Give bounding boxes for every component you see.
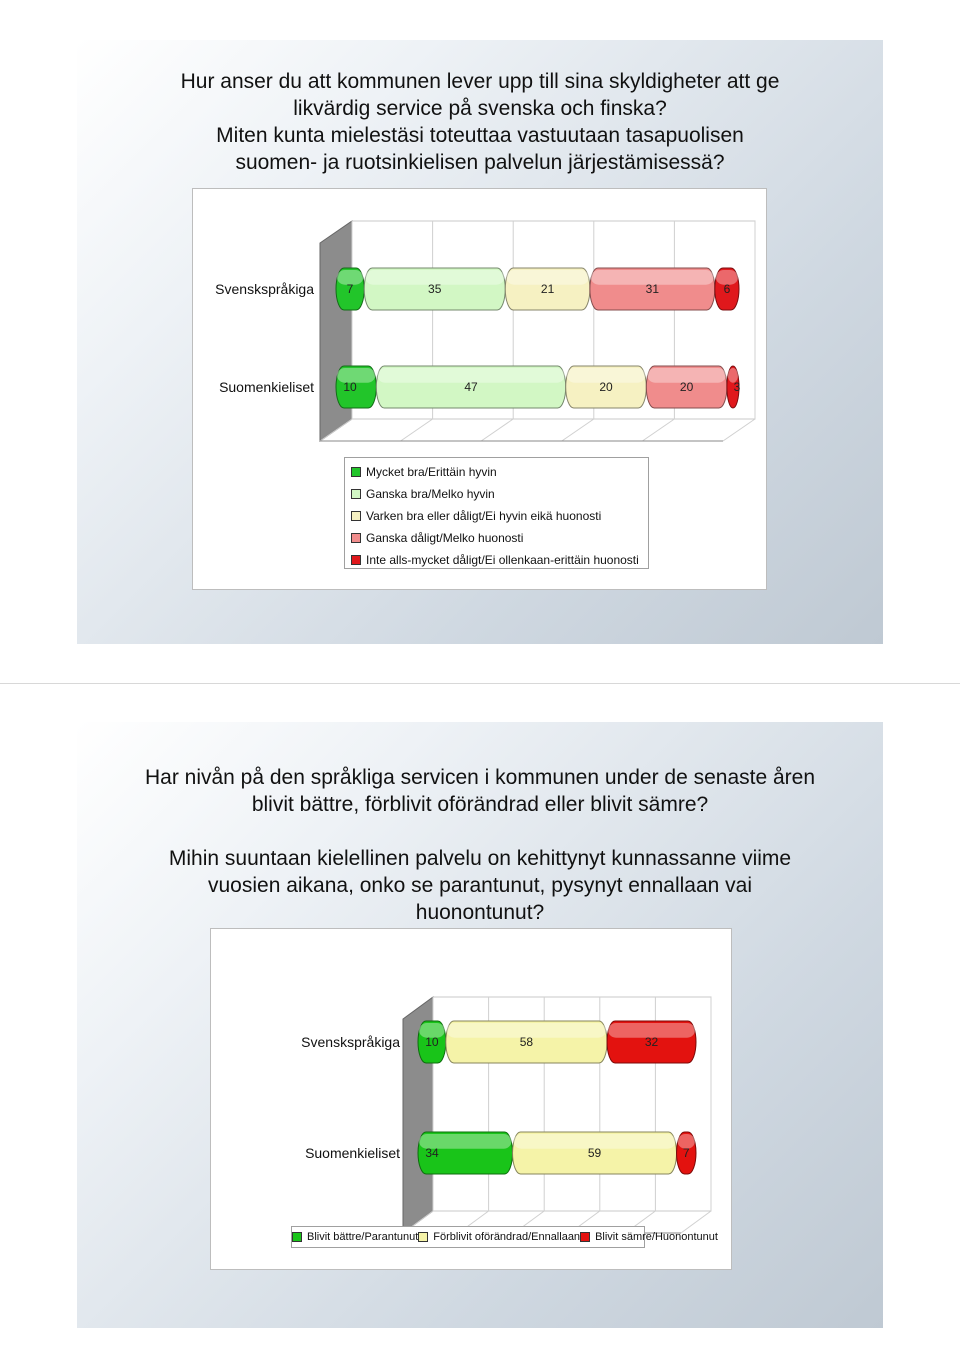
legend-swatch xyxy=(292,1232,302,1242)
data-label: 47 xyxy=(464,380,478,394)
category-label: Suomenkieliset xyxy=(219,379,314,395)
legend-swatch xyxy=(351,489,361,499)
category-label: Svenskspråkiga xyxy=(301,1034,400,1050)
legend-label: Ganska bra/Melko hyvin xyxy=(366,487,495,501)
data-label: 10 xyxy=(343,380,357,394)
slide-2-title-fi xyxy=(77,845,883,926)
legend-item xyxy=(351,549,648,571)
data-label: 6 xyxy=(723,282,731,296)
gridline xyxy=(723,419,755,441)
data-label: 58 xyxy=(519,1035,534,1049)
legend-item xyxy=(351,505,648,527)
gridline xyxy=(401,419,433,441)
data-label: 59 xyxy=(587,1146,602,1160)
data-label: 3 xyxy=(733,380,741,394)
data-label: 7 xyxy=(346,282,354,296)
data-label: 10 xyxy=(425,1035,439,1049)
data-label: 31 xyxy=(645,282,660,296)
legend-label: Mycket bra/Erittäin hyvin xyxy=(366,465,497,479)
slide-2-title-line: Mihin suuntaan kielellinen palvelu on kehittynyt kunnassanne viime xyxy=(168,847,792,870)
slide-1 xyxy=(77,40,883,644)
data-label: 21 xyxy=(540,282,555,296)
data-label: 20 xyxy=(679,380,694,394)
slide-1-title-line: Miten kunta mielestäsi toteuttaa vastuutaan tasapuolisen xyxy=(216,124,744,147)
slide-2 xyxy=(77,722,883,1328)
legend-swatch xyxy=(351,467,361,477)
legend-swatch xyxy=(351,555,361,565)
legend-item xyxy=(418,1231,580,1243)
legend-label: Blivit bättre/Parantunut xyxy=(307,1231,419,1243)
slide-1-title-line: Hur anser du att kommunen lever upp till sina skyldigheter att ge xyxy=(180,70,780,93)
legend-item xyxy=(351,483,648,505)
slide-1-title xyxy=(77,68,883,176)
chart-2-legend xyxy=(291,1226,718,1248)
legend-swatch xyxy=(351,533,361,543)
chart-1-legend xyxy=(344,457,649,569)
category-label: Svenskspråkiga xyxy=(215,281,314,297)
legend-swatch xyxy=(418,1232,428,1242)
slide-2-title-line: huonontunut? xyxy=(415,901,545,924)
legend-label: Varken bra eller dåligt/Ei hyvin eikä huonosti xyxy=(366,509,602,523)
gridline xyxy=(642,419,674,441)
legend-label: Ganska dåligt/Melko huonosti xyxy=(366,531,524,545)
data-label: 34 xyxy=(425,1146,439,1160)
slide-1-title-line: likvärdig service på svenska och finska? xyxy=(293,97,667,120)
data-label: 20 xyxy=(599,380,613,394)
slide-2-title-sv xyxy=(77,764,883,818)
chart-1-area xyxy=(192,188,767,590)
data-label: 7 xyxy=(682,1146,690,1160)
gridline xyxy=(681,1211,711,1233)
slide-2-title-line: blivit bättre, förblivit oförändrad eller blivit sämre? xyxy=(251,793,709,816)
gridline xyxy=(481,419,513,441)
slide-2-title-line: vuosien aikana, onko se parantunut, pysynyt ennallaan vai xyxy=(207,874,753,897)
legend-item xyxy=(292,1231,418,1243)
slide-1-title-line: suomen- ja ruotsinkielisen palvelun järjestämisessä? xyxy=(235,151,725,174)
gridline xyxy=(562,419,594,441)
category-label: Suomenkieliset xyxy=(305,1145,400,1161)
chart-2-svg xyxy=(211,929,731,1269)
legend-item xyxy=(351,527,648,549)
data-label: 35 xyxy=(428,282,442,296)
page-divider xyxy=(0,683,960,684)
legend-label: Inte alls-mycket dåligt/Ei ollenkaan-erittäin huonosti xyxy=(366,553,639,567)
chart-2-area xyxy=(210,928,732,1270)
legend-label: Förblivit oförändrad/Ennallaan xyxy=(433,1231,581,1243)
legend-swatch xyxy=(580,1232,590,1242)
slide-2-title-line: Har nivån på den språkliga servicen i kommunen under de senaste åren xyxy=(144,766,816,789)
data-label: 32 xyxy=(644,1035,659,1049)
legend-item xyxy=(580,1231,718,1243)
legend-label: Blivit sämre/Huonontunut xyxy=(595,1231,718,1243)
legend-swatch xyxy=(351,511,361,521)
legend-item xyxy=(351,461,648,483)
